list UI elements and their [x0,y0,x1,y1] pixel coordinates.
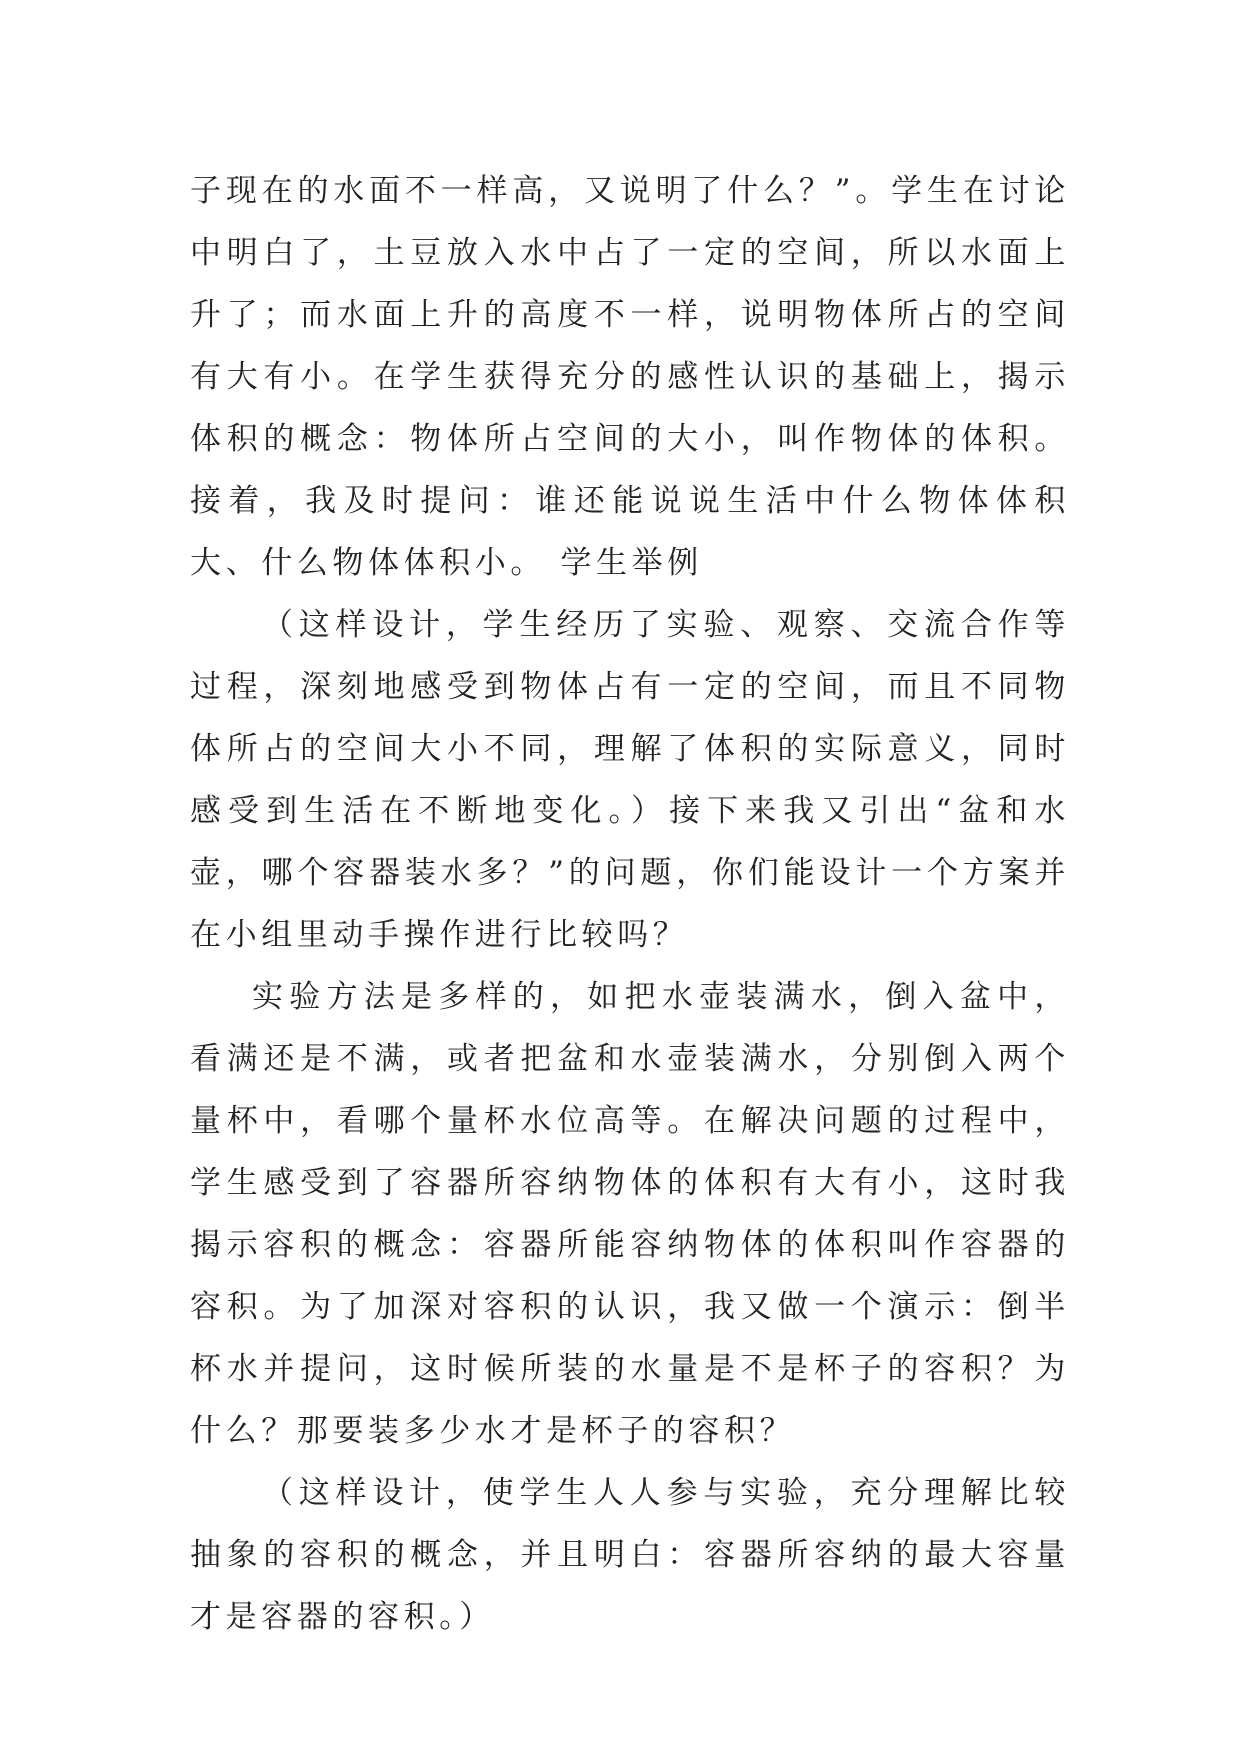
paragraph-2: （这样设计，学生经历了实验、观察、交流合作等过程，深刻地感受到物体占有一定的空间，而且不同物体所占的空间大小不同，理解了体积的实际意义，同时感受到生活在不断地变化。）接下来我又引出“盆和水壶，哪个容器装水多？”的问题，你们能设计一个方案并在小组里动手操作进行比较吗？ [190,607,1070,953]
paragraph-1: 子现在的水面不一样高，又说明了什么？”。学生在讨论中明白了，土豆放入水中占了一定的空间，所以水面上升了；而水面上升的高度不一样，说明物体所占的空间有大有小。在学生获得充分的感性认识的基础上，揭示体积的概念：物体所占空间的大小，叫作物体的体积。接着，我及时提问：谁还能说说生活中什么物体体积大、什么物体体积小。 学生举例 [190,173,1070,581]
paragraph-4: （这样设计，使学生人人参与实验，充分理解比较抽象的容积的概念，并且明白：容器所容纳的最大容量才是容器的容积。） [190,1475,1070,1635]
body-text [190,160,1070,1648]
paragraph-3: 实验方法是多样的，如把水壶装满水，倒入盆中，看满还是不满，或者把盆和水壶装满水，分别倒入两个量杯中，看哪个量杯水位高等。在解决问题的过程中，学生感受到了容器所容纳物体的体积有大有小，这时我揭示容积的概念：容器所能容纳物体的体积叫作容器的容积。为了加深对容积的认识，我又做一个演示：倒半杯水并提问，这时候所装的水量是不是杯子的容积？为什么？那要装多少水才是杯子的容积？ [190,979,1070,1449]
